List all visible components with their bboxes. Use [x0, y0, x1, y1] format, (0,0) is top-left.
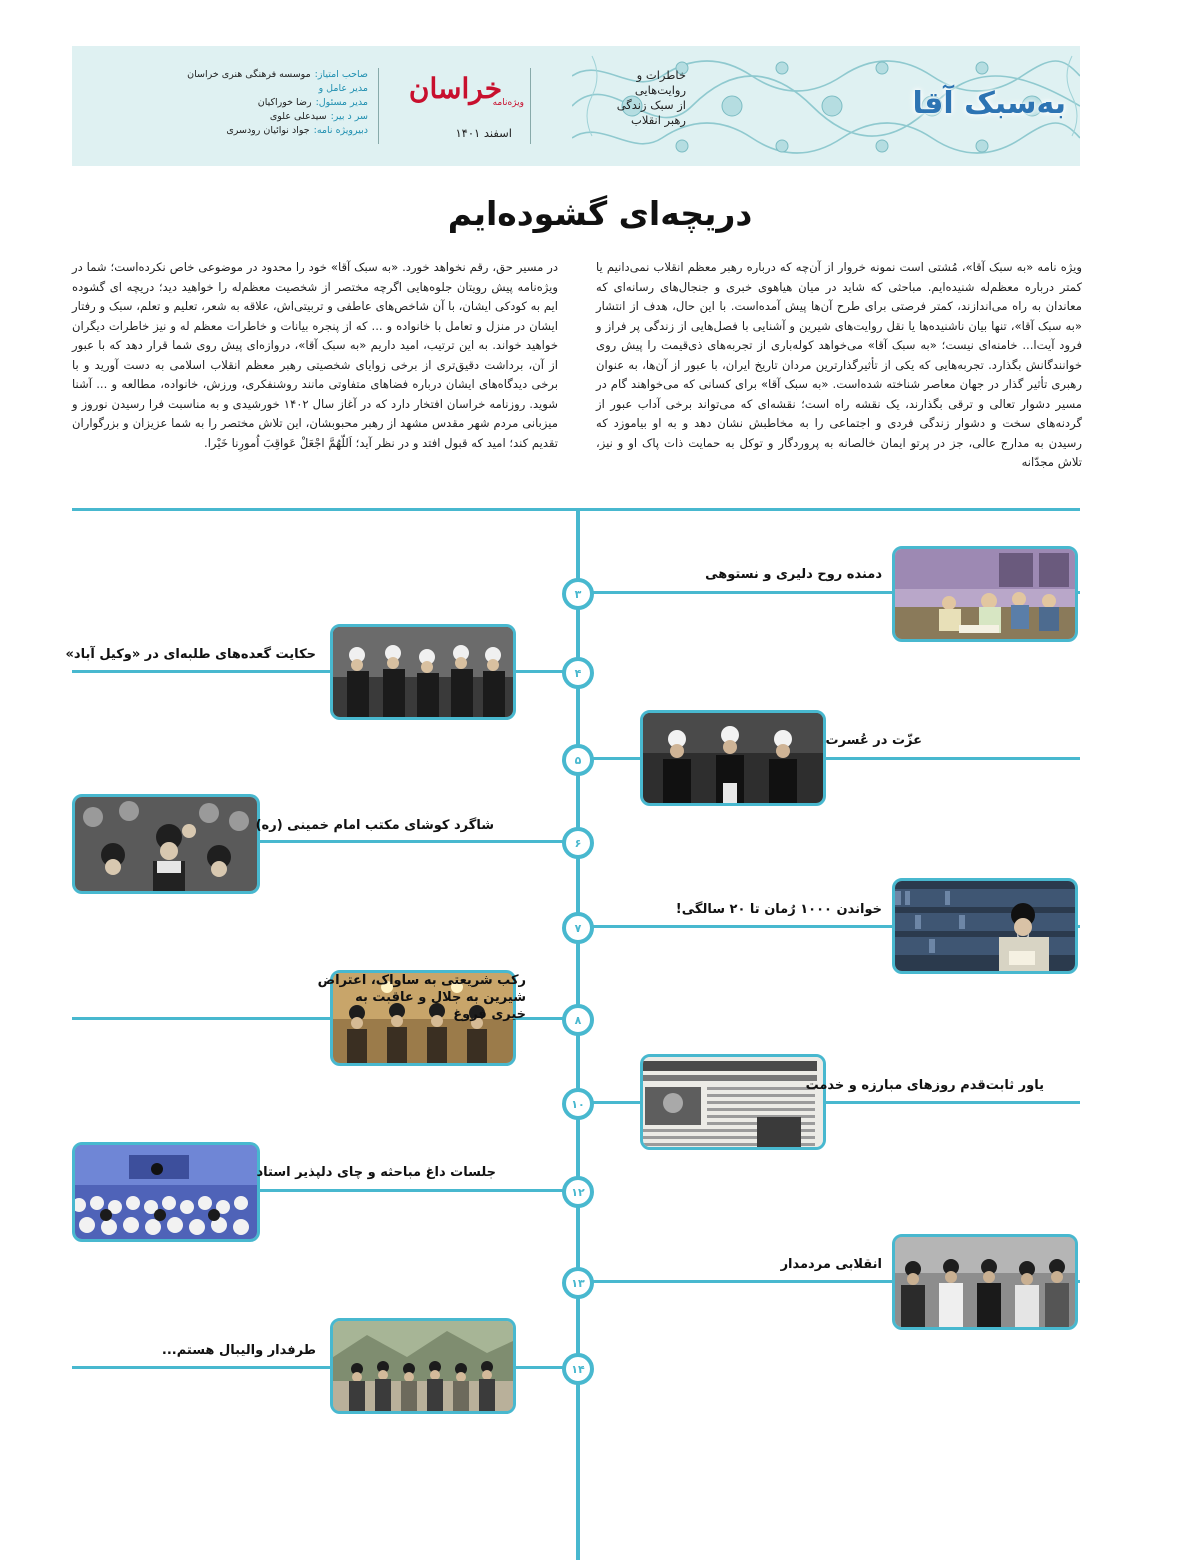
- credit-role: سر د بیر:: [330, 111, 368, 122]
- logo-text: به‌سبک آقا: [912, 86, 1066, 121]
- timeline-title: طرفدار والیبال هستم...: [161, 1343, 316, 1358]
- page-number-node: ۱۴: [562, 1353, 594, 1385]
- imam-khomeini-photo: [72, 794, 260, 894]
- page-number-node: ۸: [562, 1004, 594, 1036]
- page-number-node: ۷: [562, 912, 594, 944]
- brand-block: [384, 68, 524, 148]
- credit-name: سیدعلی علوی: [269, 111, 327, 122]
- clerics-group-photo: [330, 624, 516, 720]
- subtitle-line: خاطرات و: [636, 68, 686, 82]
- brand-name: خراسان: [408, 72, 502, 105]
- timeline-title: دمنده روح دلیری و نستوهی: [705, 567, 882, 582]
- page-number-node: ۶: [562, 827, 594, 859]
- issue-date: اسفند ۱۴۰۱: [455, 126, 512, 140]
- credit-role: مدیر مسئول:: [315, 97, 368, 108]
- intro-column-left: در مسیر حق، رقم نخواهد خورد. «به سبک آقا» خود را محدود در موضوعی خاص نکرده‌است؛ شما در ویژه‌نامه پیش رویتان جلوه‌هایی اگرچه مختصر از شخصیت معظم‌له را خواهید دید؛ دریچه ای گشوده ایم به کودکی ایشان، با آن شاخص‌های عاطفی و تربیتی‌اش، علاقه به شعر، تعلیم و تعلم، سبک و رفتار ایشان در منزل و تعامل با خانواده و ... که از پنجره بیانات و خاطرات معظم له و نیز خاطرات دیگران خواهید خواند. به این ترتیب، امید داریم «به سبک آقا»، دروازه‌ای پیش روی شما قرار دهد که با عبور از آن، برداشت دقیق‌تری از برخی زوایای شخصیتی رهبر معظم انقلاب اسلامی به دست آورید و با برخی دیدگاه‌های ایشان درباره فضاهای متفاوتی مانند روشنفکری، ورزش، خانواده، مطالعه و ... آشنا شوید. روزنامه خراسان افتخار دارد که در آغاز سال ۱۴۰۲ خورشیدی و به مناسبت فرا رسیدن نوروز و میزبانی مردم شهر مقدس مشهد از رهبر محبوبشان، این تلاش مختصر را به شما عزیزان و بزرگواران تقدیم کند؛ امید که قبول افتد و در نظر آید؛ اَللّهُمَّ اجْعَلْ عَواقِبَ اُمورِنا خَیْرا.: [72, 260, 558, 450]
- page-number-node: ۵: [562, 744, 594, 776]
- page-number-node: ۱۲: [562, 1176, 594, 1208]
- intro-column-right: ویژه نامه «به سبک آقا»، مُشتی است نمونه خروار از آن‌چه که درباره رهبر معظم انقلاب نمی‌دانیم یا کمتر درباره معظم‌له شنیده‌ایم. مباحثی که شاید در میان هیاهوی خبری و جنجال‌های رسانه‌ای که معاندان به راه می‌اندازند، کمتر فرصتی برای طرح آن‌ها پیش آمده‌است. با این حال، هدف از انتشار «به سبک آقا»، تنها بیان ناشنیده‌ها یا نقل روایت‌های شیرین و آشنایی با فصل‌هایی از زندگی پر فراز و فرود آیت‌ا... خامنه‌ای نیست؛ «به سبک آقا» می‌خواهد کوله‌باری از تجربه‌های ذی‌قیمت را پیش روی خوانندگانش بگذارد. تجربه‌هایی که یکی از تأثیرگذارترین مردان تاریخ ایران، با عبور از آن‌ها، به عنوان رهبری تأثیر گذار در جهان معاصر شناخته شده‌است. «به سبک آقا» برای کسانی که می‌خواهند گام در مسیر دشوار تعالی و ترقی بگذارند، یک نقشه راه است؛ نقشه‌ای که می‌تواند برخی آداب عبور از گردنه‌های سخت و دشوار زندگی فردی و اجتماعی را به مخاطبش نشان دهد و به او بیاموزد که رسیدن به مدارج عالی، جز در پرتو ایمان خالصانه به پروردگار و توکل به حمایت ذات پاک او و نیز، تلاش مجدّانه: [596, 260, 1082, 469]
- page-number-node: ۳: [562, 578, 594, 610]
- credit-row: [180, 68, 368, 82]
- subtitle-line: از سبک زندگی: [616, 98, 686, 112]
- divider: [378, 68, 379, 144]
- credit-row: [180, 110, 368, 124]
- credits-block: [180, 68, 368, 138]
- newspaper-clipping: [640, 1054, 826, 1150]
- divider: [530, 68, 531, 144]
- subtitle-line: رهبر انقلاب: [631, 113, 686, 127]
- timeline-title: یاور ثابت‌قدم روزهای مبارزه و خدمت: [805, 1078, 1044, 1093]
- timeline-title: شاگرد کوشای مکتب امام خمینی (ره): [255, 818, 494, 833]
- children-reading-photo: [892, 546, 1078, 642]
- credit-name: موسسه فرهنگی هنری خراسان: [187, 69, 311, 80]
- page-number-node: ۱۰: [562, 1088, 594, 1120]
- credit-row: [180, 124, 368, 138]
- credit-row: [180, 96, 368, 110]
- timeline-title: رکب شریعتی به ساواک، اعتراض شیرین به جلال و عاقبت به خیری فروغ: [317, 973, 526, 1022]
- timeline-title: خواندن ۱۰۰۰ رُمان تا ۲۰ سالگی!: [675, 902, 882, 917]
- group-outdoor-photo: [892, 1234, 1078, 1330]
- timeline-title: انقلابی مردمدار: [780, 1257, 882, 1272]
- credit-name: رضا خوراکیان: [257, 97, 312, 108]
- timeline-title: عزّت در عُسرت: [825, 733, 922, 748]
- credit-role: مدیر عامل و: [318, 83, 368, 94]
- credit-role: صاحب امتیاز:: [314, 69, 368, 80]
- page-title: دریچه‌ای گشوده‌ایم: [447, 194, 753, 233]
- page-number-node: ۴: [562, 657, 594, 689]
- masthead: [72, 46, 1080, 166]
- family-portrait-photo: [640, 710, 826, 806]
- credit-row: [180, 82, 368, 96]
- masthead-subtitle: [576, 68, 686, 128]
- credit-name: جواد نوائیان رودسری: [226, 125, 310, 136]
- audience-hall-photo: [72, 1142, 260, 1242]
- library-reading-photo: [892, 878, 1078, 974]
- page-number-node: ۱۳: [562, 1267, 594, 1299]
- brand-tag: ویژه‌نامه: [492, 98, 524, 108]
- credit-role: دبیرویژه نامه:: [313, 125, 368, 136]
- mountain-walk-photo: [330, 1318, 516, 1414]
- timeline-title: حکایت گعده‌های طلبه‌ای در «وکیل آباد»: [65, 647, 316, 662]
- subtitle-line: روایت‌هایی: [634, 83, 686, 97]
- timeline-title: جلسات داغ مباحثه و چای دلپذیر استاد: [256, 1165, 496, 1180]
